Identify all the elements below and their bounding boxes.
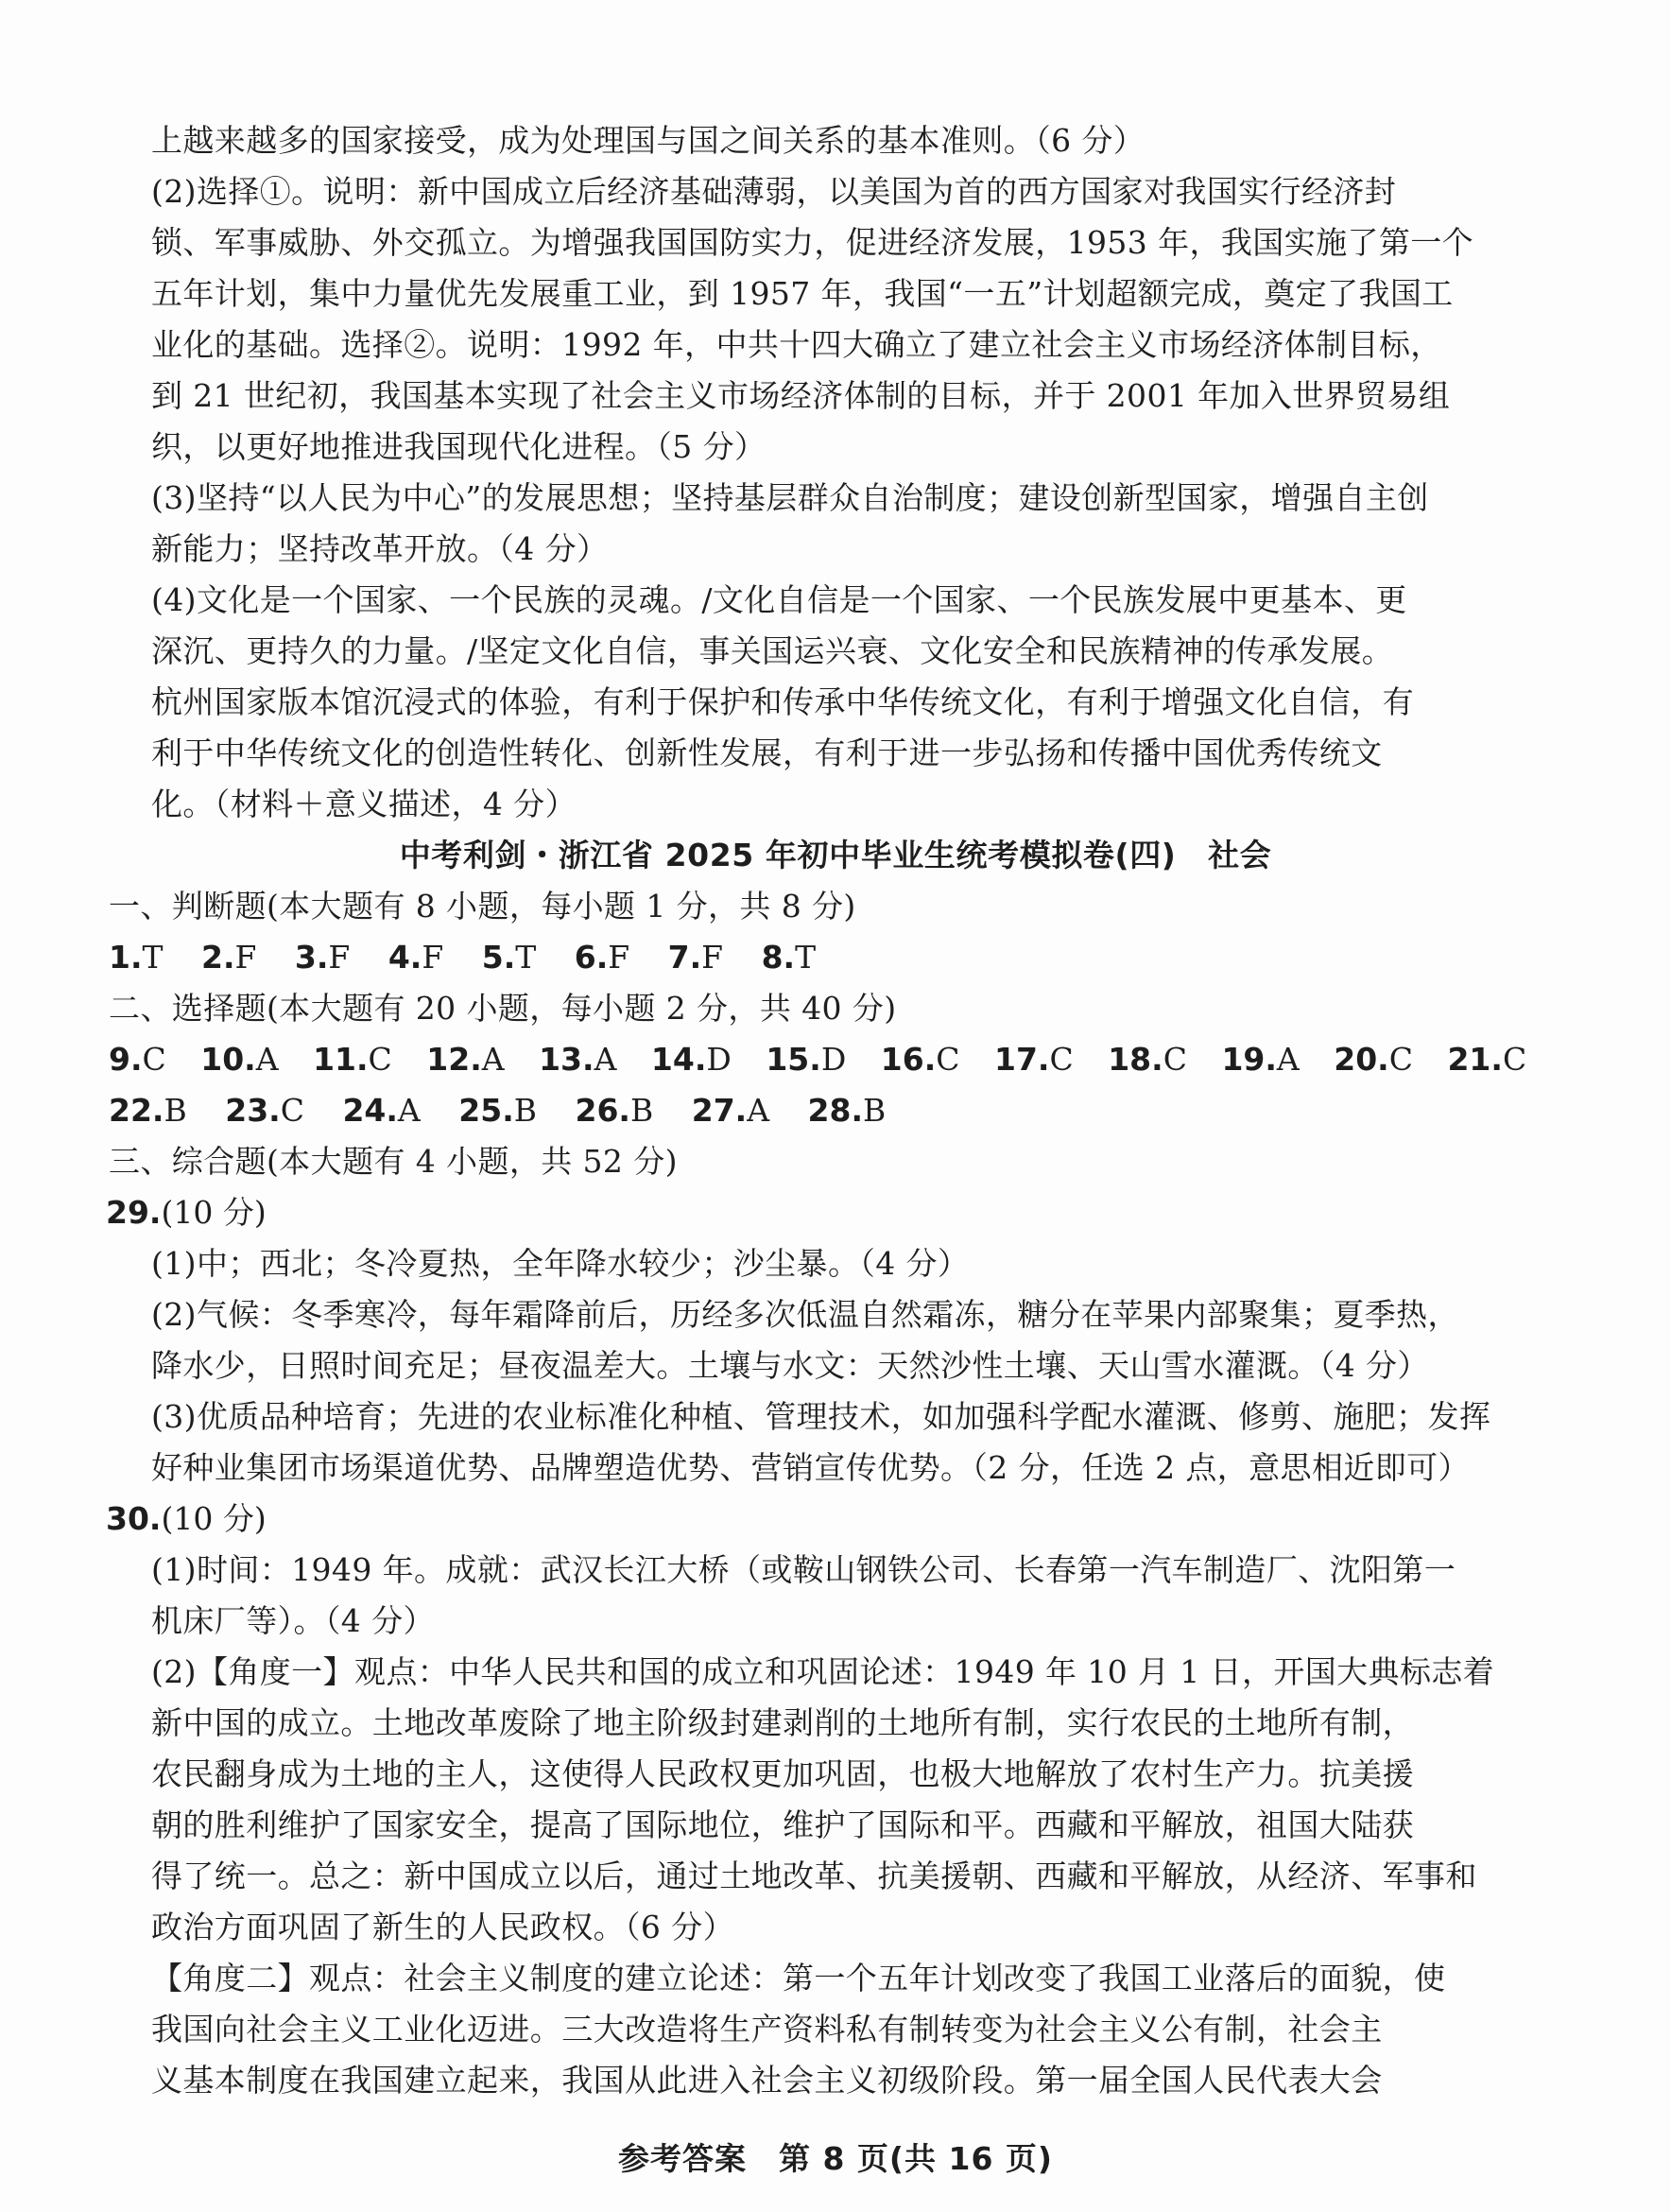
text-line: (1)中；西北；冬冷夏热，全年降水较少；沙尘暴。（4 分）: [151, 1245, 970, 1282]
text-line: 五年计划，集中力量优先发展重工业，到 1957 年，我国“一五”计划超额完成，奠定了我国工: [151, 275, 1454, 312]
text-line: 化。（材料＋意义描述，4 分）: [151, 786, 577, 822]
text-line: 机床厂等）。（4 分）: [151, 1602, 435, 1639]
answer-item: 20.C: [1334, 1041, 1413, 1078]
answer-item: 19.A: [1221, 1041, 1300, 1078]
answer-item: 6.F: [574, 939, 630, 976]
text-line: 织，以更好地推进我国现代化进程。（5 分）: [151, 428, 767, 465]
question-29-header: 29.(10 分): [106, 1194, 267, 1231]
answer-item: 11.C: [313, 1041, 392, 1078]
answer-item: 7.F: [667, 939, 724, 976]
text-line: (3)优质品种培育；先进的农业标准化种植、管理技术，如加强科学配水灌溉、修剪、施肥；发挥: [151, 1398, 1491, 1435]
text-line: (4)文化是一个国家、一个民族的灵魂。/文化自信是一个国家、一个民族发展中更基本、更: [151, 581, 1407, 618]
text-line: 新能力；坚持改革开放。（4 分）: [151, 530, 609, 567]
answers-row-2: [109, 1035, 1526, 1084]
answer-item: 9.C: [109, 1041, 166, 1078]
text-line: 得了统一。总之：新中国成立以后，通过土地改革、抗美援朝、西藏和平解放，从经济、军事和: [151, 1858, 1477, 1894]
answer-item: 27.A: [691, 1092, 770, 1129]
text-line: 深沉、更持久的力量。/坚定文化自信，事关国运兴衰、文化安全和民族精神的传承发展。: [151, 632, 1394, 669]
text-line: 杭州国家版本馆沉浸式的体验，有利于保护和传承中华传统文化，有利于增强文化自信，有: [151, 683, 1414, 720]
answer-item: 15.D: [766, 1041, 847, 1078]
answers-row-1: [109, 933, 844, 982]
answer-item: 17.C: [994, 1041, 1074, 1078]
exam-title: 中考利剑・浙江省 2025 年初中毕业生统考模拟卷(四) 社会: [399, 837, 1272, 873]
text-line: 义基本制度在我国建立起来，我国从此进入社会主义初级阶段。第一届全国人民代表大会: [151, 2062, 1383, 2099]
answer-item: 14.D: [650, 1041, 732, 1078]
answer-item: 28.B: [807, 1092, 887, 1129]
text-line: (2)【角度一】观点：中华人民共和国的成立和巩固论述：1949 年 10 月 1 日，开国大典标志着: [151, 1653, 1495, 1690]
answer-item: 1.T: [109, 939, 164, 976]
answer-item: 25.B: [458, 1092, 537, 1129]
question-30-header: 30.(10 分): [106, 1500, 267, 1537]
text-line: 业化的基础。选择②。说明：1992 年，中共十四大确立了建立社会主义市场经济体制目标，: [151, 326, 1442, 363]
answer-item: 12.A: [426, 1041, 505, 1078]
answer-item: 8.T: [761, 939, 817, 976]
text-line: 朝的胜利维护了国家安全，提高了国际地位，维护了国际和平。西藏和平解放，祖国大陆获: [151, 1806, 1414, 1843]
text-line: 【角度二】观点：社会主义制度的建立论述：第一个五年计划改变了我国工业落后的面貌，使: [151, 1960, 1446, 1996]
text-line: 降水少，日照时间充足；昼夜温差大。土壤与水文：天然沙性土壤、天山雪水灌溉。（4 分）: [151, 1347, 1429, 1384]
section-heading-comprehensive: 三、综合题(本大题有 4 小题，共 52 分): [109, 1143, 678, 1180]
text-line: 政治方面巩固了新生的人民政权。（6 分）: [151, 1909, 734, 1945]
section-heading-choice: 二、选择题(本大题有 20 小题，每小题 2 分，共 40 分): [109, 990, 897, 1027]
text-line: (1)时间：1949 年。成就：武汉长江大桥（或鞍山钢铁公司、长春第一汽车制造厂、沈阳第一: [151, 1551, 1456, 1588]
text-line: (3)坚持“以人民为中心”的发展思想；坚持基层群众自治制度；建设创新型国家，增强自主创: [151, 479, 1429, 516]
answer-item: 24.A: [342, 1092, 421, 1129]
answer-item: 22.B: [109, 1092, 187, 1129]
text-line: 新中国的成立。土地改革废除了地主阶级封建剥削的土地所有制，实行农民的土地所有制，: [151, 1704, 1414, 1741]
answer-item: 23.C: [225, 1092, 304, 1129]
answer-item: 10.A: [200, 1041, 279, 1078]
answer-item: 21.C: [1447, 1041, 1527, 1078]
section-heading-judgement: 一、判断题(本大题有 8 小题，每小题 1 分，共 8 分): [109, 888, 856, 925]
text-line: 到 21 世纪初，我国基本实现了社会主义市场经济体制的目标，并于 2001 年加入世界贸易组: [151, 377, 1451, 414]
text-line: (2)气候：冬季寒冷，每年霜降前后，历经多次低温自然霜冻，糖分在苹果内部聚集；夏季热，: [151, 1296, 1459, 1333]
answer-item: 26.B: [575, 1092, 654, 1129]
answer-item: 4.F: [388, 939, 444, 976]
text-line: 农民翻身成为土地的主人，这使得人民政权更加巩固，也极大地解放了农村生产力。抗美援: [151, 1755, 1414, 1792]
answer-item: 18.C: [1108, 1041, 1187, 1078]
answers-row-3: [109, 1086, 914, 1135]
answer-item: 16.C: [880, 1041, 960, 1078]
answer-item: 13.A: [539, 1041, 617, 1078]
text-line: 锁、军事威胁、外交孤立。为增强我国国防实力，促进经济发展，1953 年，我国实施了第一个: [151, 224, 1474, 261]
answer-item: 5.T: [481, 939, 537, 976]
answer-item: 3.F: [294, 939, 351, 976]
page-footer: 参考答案 第 8 页(共 16 页): [617, 2140, 1053, 2177]
text-line: 我国向社会主义工业化迈进。三大改造将生产资料私有制转变为社会主义公有制，社会主: [151, 2011, 1383, 2048]
answer-item: 2.F: [201, 939, 257, 976]
text-line: 好种业集团市场渠道优势、品牌塑造优势、营销宣传优势。（2 分，任选 2 点，意思相近即可）: [151, 1449, 1470, 1486]
text-line: 上越来越多的国家接受，成为处理国与国之间关系的基本准则。（6 分）: [151, 122, 1146, 159]
text-line: (2)选择①。说明：新中国成立后经济基础薄弱，以美国为首的西方国家对我国实行经济封: [151, 173, 1397, 210]
text-line: 利于中华传统文化的创造性转化、创新性发展，有利于进一步弘扬和传播中国优秀传统文: [151, 734, 1383, 771]
